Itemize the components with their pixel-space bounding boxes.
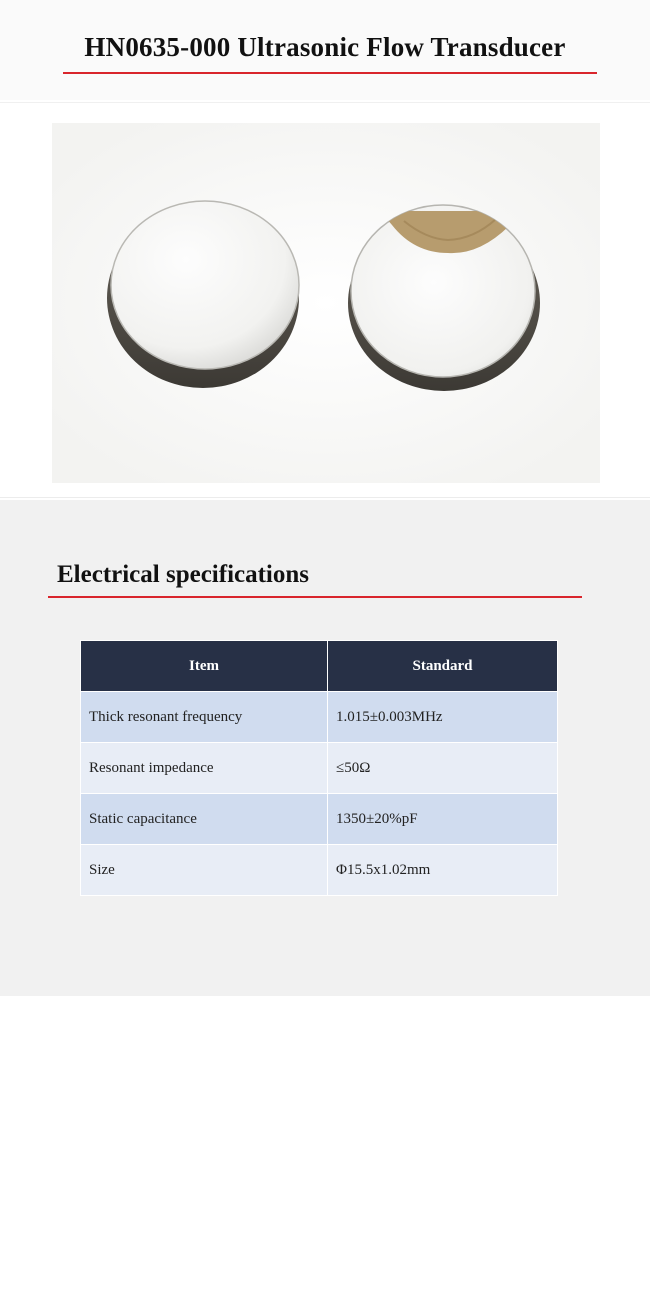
product-photo	[0, 102, 650, 498]
cell-item: Thick resonant frequency	[81, 692, 328, 743]
spec-table	[80, 640, 558, 896]
page-header	[0, 0, 650, 100]
section-heading: Electrical specifications	[57, 561, 310, 588]
section-underline	[48, 596, 582, 598]
table-row	[81, 692, 558, 743]
page-title: HN0635-000 Ultrasonic Flow Transducer	[84, 32, 566, 62]
cell-item: Resonant impedance	[81, 743, 328, 794]
cell-item: Static capacitance	[81, 794, 328, 845]
cell-standard: ≤50Ω	[328, 743, 558, 794]
title-underline	[63, 72, 597, 74]
right-disc	[348, 205, 540, 391]
table-row	[81, 794, 558, 845]
table-row	[81, 845, 558, 896]
transducer-discs-image	[0, 103, 650, 497]
cell-standard: Φ15.5x1.02mm	[328, 845, 558, 896]
table-header-row	[81, 641, 558, 692]
cell-item: Size	[81, 845, 328, 896]
column-header-standard: Standard	[328, 641, 558, 692]
cell-standard: 1.015±0.003MHz	[328, 692, 558, 743]
table-row	[81, 743, 558, 794]
electrical-specs-section	[0, 500, 650, 996]
column-header-item: Item	[81, 641, 328, 692]
cell-standard: 1350±20%pF	[328, 794, 558, 845]
left-disc	[107, 201, 299, 388]
